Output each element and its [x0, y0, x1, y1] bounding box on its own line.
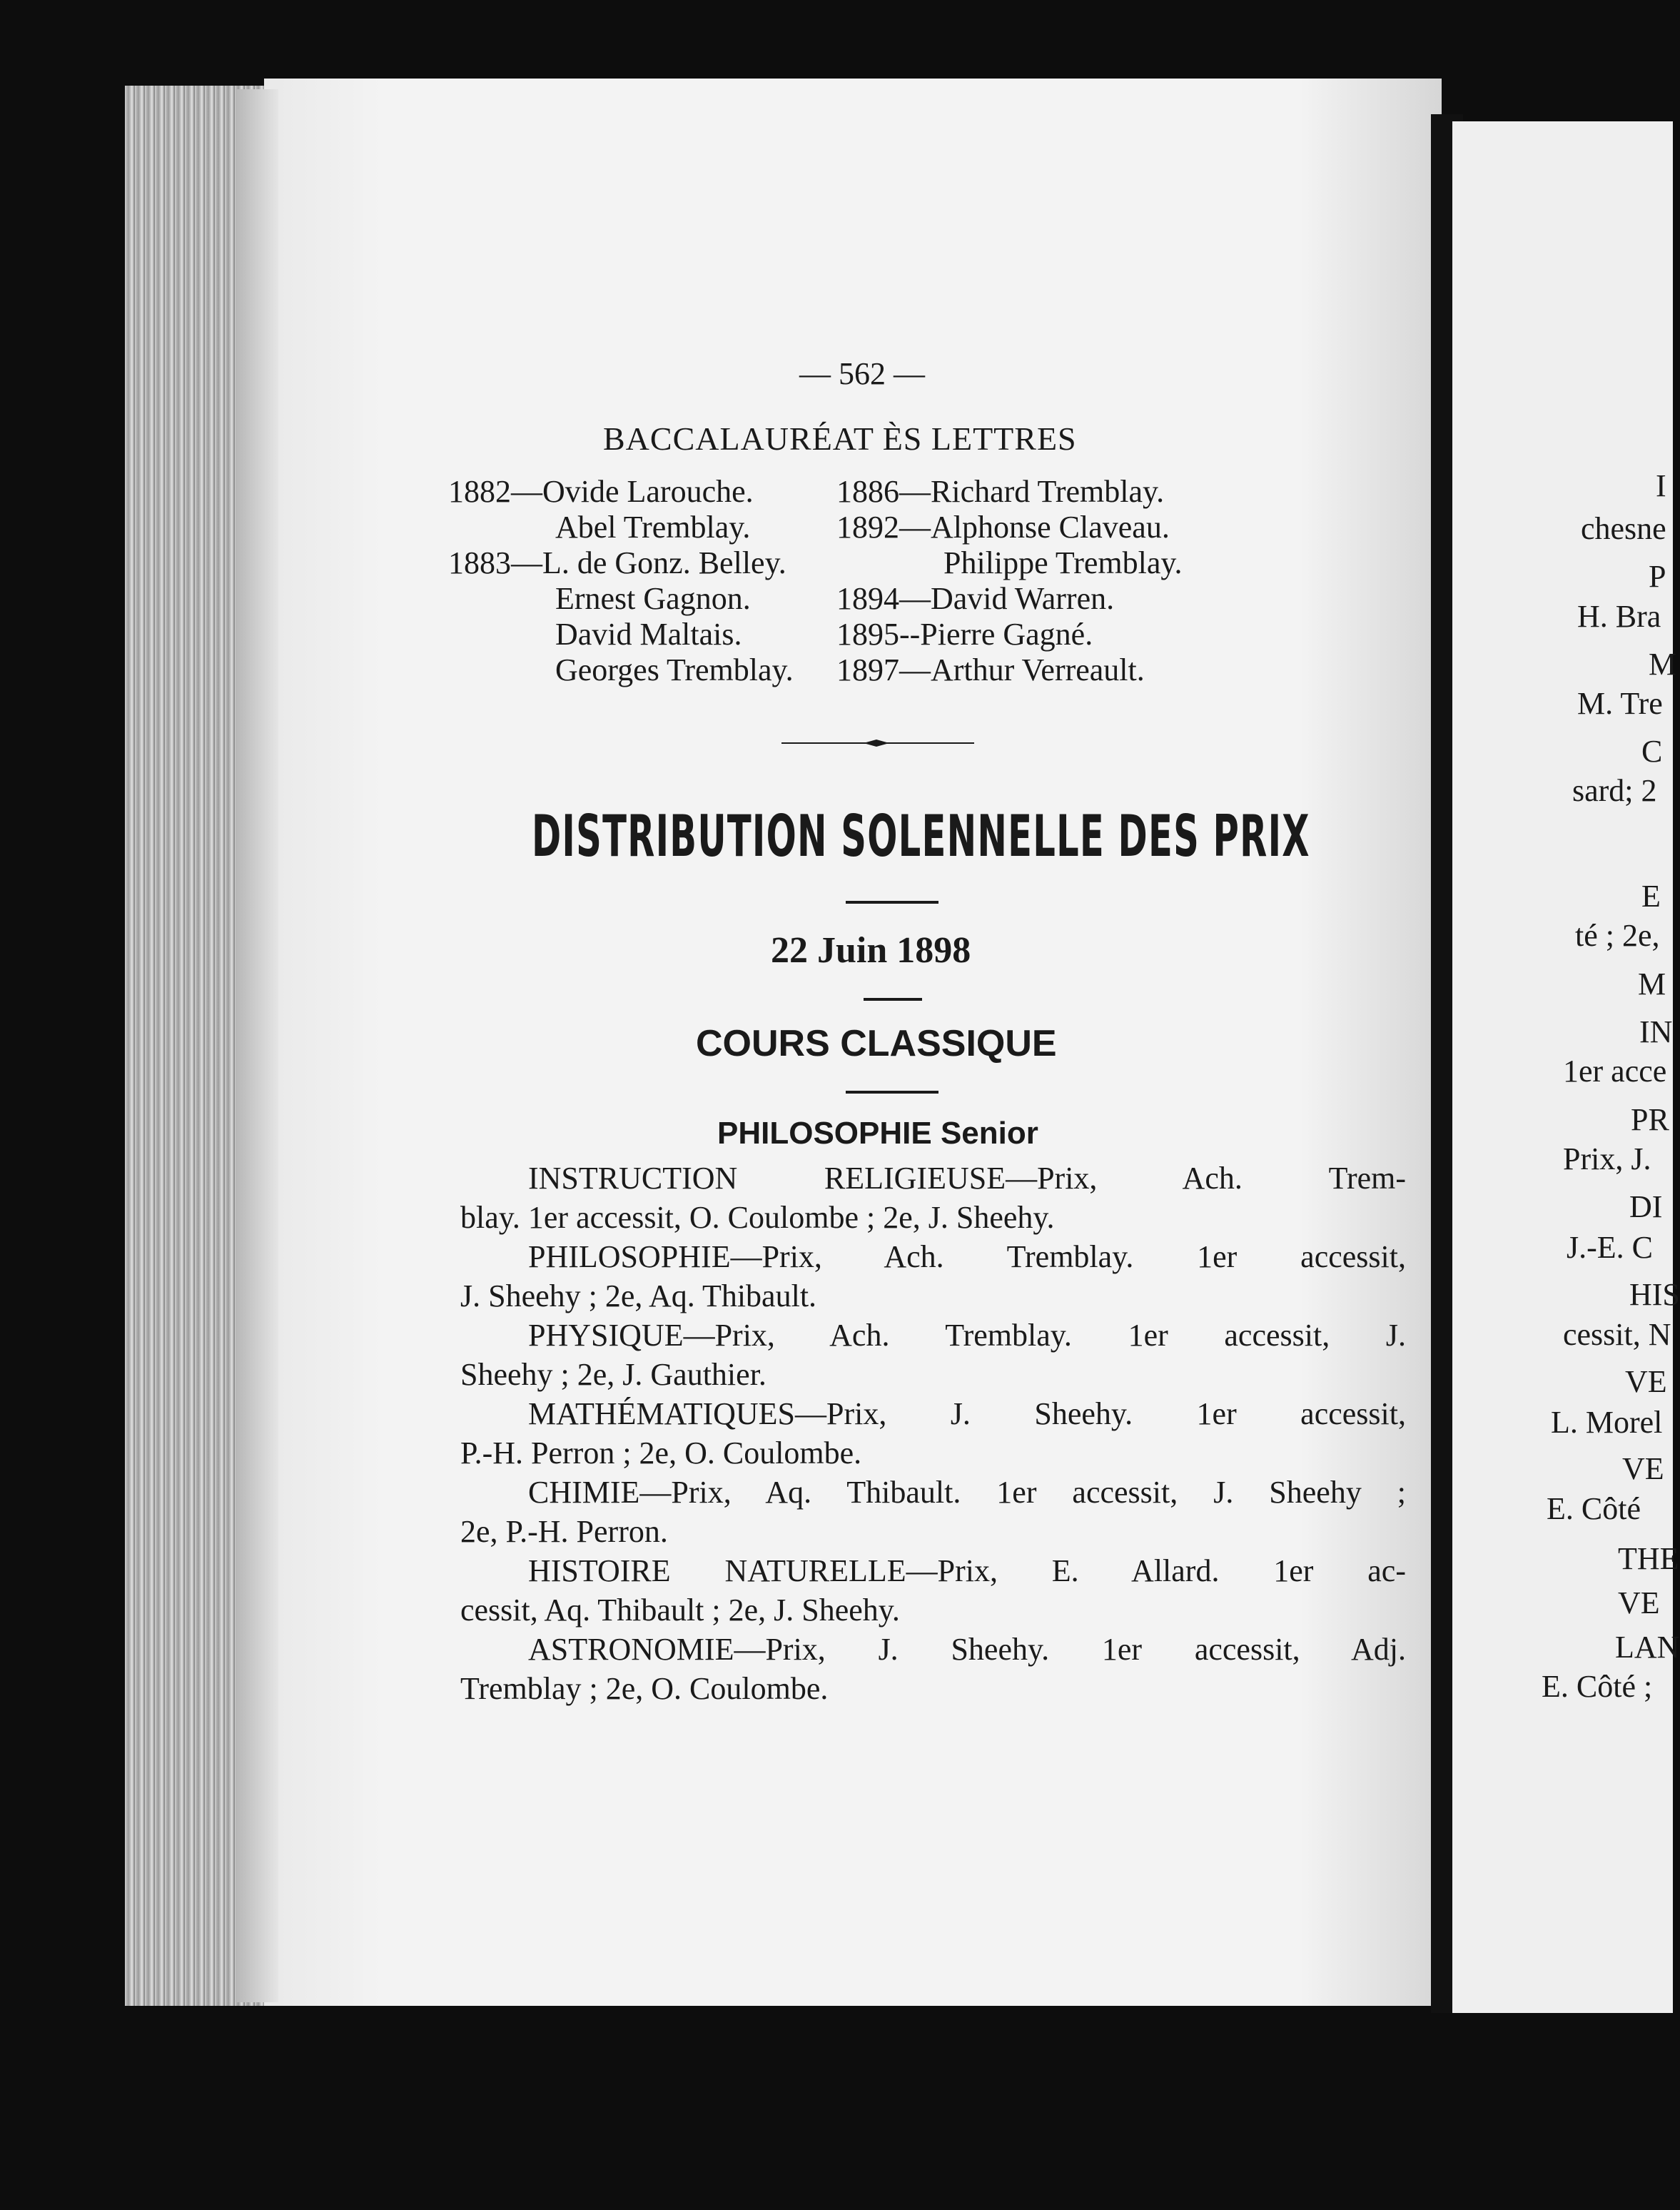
ledger-left-entry: Abel Tremblay. — [555, 510, 751, 545]
prize-line: INSTRUCTION RELIGIEUSE—Prix, Ach. Trem- — [528, 1161, 1406, 1196]
right-fragment: VE — [1625, 1364, 1667, 1399]
right-fragment: LAN — [1615, 1630, 1680, 1665]
right-fragment: M — [1649, 647, 1677, 682]
ledger-right-entry: 1897—Arthur Verreault. — [836, 652, 1145, 687]
right-fragment: J.-E. C — [1567, 1230, 1653, 1265]
prize-line: Sheehy ; 2e, J. Gauthier. — [460, 1357, 766, 1392]
right-fragment: E — [1641, 879, 1661, 914]
right-fragment: DI — [1629, 1189, 1663, 1224]
right-fragment: HIS — [1629, 1277, 1680, 1312]
right-fragment: H. Bra — [1577, 599, 1661, 634]
divider-ornament — [781, 739, 974, 747]
right-fragment: M. Tre — [1577, 686, 1663, 721]
right-fragment: 1er acce — [1563, 1054, 1667, 1089]
ledger-left-entry: Georges Tremblay. — [555, 652, 794, 687]
right-fragment: VE — [1622, 1451, 1664, 1486]
right-fragment: L. Morel — [1551, 1405, 1663, 1440]
right-fragment: I — [1656, 468, 1666, 503]
distribution-heading: DISTRIBUTION SOLENNELLE DES PRIX — [532, 803, 1310, 869]
right-fragment: Prix, J. — [1563, 1141, 1651, 1176]
right-fragment: P — [1649, 559, 1666, 594]
prize-line: Tremblay ; 2e, O. Coulombe. — [460, 1671, 829, 1706]
right-fragment: M — [1638, 967, 1666, 1001]
philosophie-heading: PHILOSOPHIE Senior — [717, 1116, 1038, 1151]
right-fragment: E. Côté — [1547, 1491, 1641, 1526]
prize-line: 2e, P.-H. Perron. — [460, 1514, 668, 1549]
ledger-right-entry: 1886—Richard Tremblay. — [836, 474, 1165, 509]
ledger-right-entry: 1894—David Warren. — [836, 581, 1115, 616]
right-fragment: VE — [1618, 1585, 1660, 1620]
prize-line: CHIMIE—Prix, Aq. Thibault. 1er accessit, J. Sheehy ; — [528, 1475, 1406, 1510]
ledger-left-entry: Ernest Gagnon. — [555, 581, 751, 616]
right-fragment: E. Côté ; — [1542, 1669, 1653, 1704]
prize-line: P.-H. Perron ; 2e, O. Coulombe. — [460, 1436, 862, 1470]
right-page — [1452, 121, 1680, 2013]
ledger-left-entry: David Maltais. — [555, 617, 742, 652]
right-fragment: IN — [1639, 1014, 1673, 1049]
right-fragment: C — [1641, 734, 1663, 769]
ledger-left-entry: 1883—L. de Gonz. Belley. — [448, 545, 786, 580]
page-number: — 562 — — [799, 356, 925, 391]
section-title: BACCALAURÉAT ÈS LETTRES — [603, 420, 1077, 457]
prize-line: HISTOIRE NATURELLE—Prix, E. Allard. 1er ac- — [528, 1553, 1406, 1588]
prize-line: PHYSIQUE—Prix, Ach. Tremblay. 1er accessit, J. — [528, 1318, 1406, 1353]
prize-line: cessit, Aq. Thibault ; 2e, J. Sheehy. — [460, 1593, 900, 1628]
heading-rule — [864, 998, 922, 1001]
prize-line: blay. 1er accessit, O. Coulombe ; 2e, J. Sheehy. — [460, 1200, 1055, 1235]
right-fragment: sard; 2 — [1572, 773, 1657, 808]
heading-rule — [846, 901, 938, 904]
ledger-left-entry: 1882—Ovide Larouche. — [448, 474, 754, 509]
prize-line: J. Sheehy ; 2e, Aq. Thibault. — [460, 1278, 817, 1313]
right-fragment: cessit, N — [1563, 1317, 1671, 1352]
right-fragment: té ; 2e, — [1575, 918, 1660, 953]
prize-line: PHILOSOPHIE—Prix, Ach. Tremblay. 1er accessit, — [528, 1239, 1406, 1274]
cours-heading: COURS CLASSIQUE — [696, 1023, 1057, 1064]
heading-rule — [846, 1091, 938, 1094]
prize-line: ASTRONOMIE—Prix, J. Sheehy. 1er accessit, Adj. — [528, 1632, 1406, 1667]
ledger-right-entry: 1895--Pierre Gagné. — [836, 617, 1093, 652]
ledger-right-entry: Philippe Tremblay. — [943, 545, 1183, 580]
prize-line: MATHÉMATIQUES—Prix, J. Sheehy. 1er accessit, — [528, 1396, 1406, 1431]
page-edge-shadow — [236, 89, 278, 2002]
ledger-right-entry: 1892—Alphonse Claveau. — [836, 510, 1170, 545]
right-fragment: chesne — [1581, 511, 1666, 546]
date-heading: 22 Juin 1898 — [771, 930, 971, 971]
right-fragment: PR — [1631, 1102, 1669, 1137]
right-fragment: THE — [1618, 1541, 1679, 1576]
